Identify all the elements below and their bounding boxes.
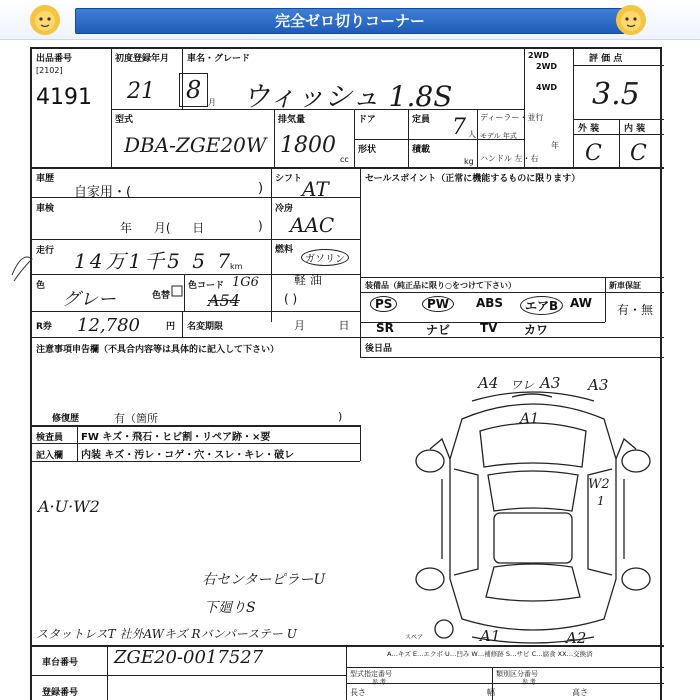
year-unit: 年	[551, 141, 559, 150]
auction-sheet	[30, 47, 662, 700]
mark-a3-right: A3	[588, 376, 609, 394]
mileage-value: 14万1千5 5 7	[74, 249, 234, 273]
height-label: 高さ	[572, 688, 588, 697]
new-car-warranty-label: 新車保証	[609, 281, 641, 290]
lot-number-label: 出品番号	[36, 54, 73, 64]
chassis-label: 車台番号	[42, 658, 79, 668]
equipment-item: PS	[370, 296, 397, 312]
car-name-label: 車名・グレード	[187, 54, 251, 64]
repair-label: 修復歴	[52, 414, 80, 424]
drive-4wd: 4WD	[536, 83, 558, 92]
equipment-item: AW	[570, 296, 592, 310]
inspector-label: 検査員	[36, 433, 64, 443]
entry-items: 内装 キズ・汚レ・コゲ・穴・スレ・キレ・破レ	[81, 450, 295, 461]
note-a: A·U·W2	[38, 497, 100, 516]
equipment-item: PW	[422, 296, 454, 312]
displacement-label: 排気量	[278, 115, 306, 125]
page-title: 完全ゼロ切りコーナー	[75, 8, 625, 34]
usage-value: 自家用・(	[74, 185, 132, 200]
margin-scribble-icon	[8, 245, 38, 285]
category-number-label: 類別区分番号	[496, 670, 538, 678]
equipment-row-2	[364, 321, 604, 338]
equipment-row-1	[364, 293, 604, 321]
capacity-label: 定員	[412, 115, 431, 125]
recycle-label: R券	[36, 322, 52, 332]
cc-unit: cc	[340, 155, 349, 164]
fuel-label: 燃料	[275, 245, 294, 255]
registration-label: 登録番号	[42, 688, 79, 698]
first-registration-year: 21	[127, 79, 155, 104]
mark-a2: A2	[566, 629, 587, 647]
ref-label-1: 参 考	[372, 679, 386, 686]
repair-close: )	[338, 410, 343, 423]
ref-label-2: 参 考	[522, 679, 536, 686]
spare-label: スペア	[405, 634, 424, 641]
capacity: 7	[452, 115, 466, 140]
shape-label: 形状	[358, 145, 377, 155]
kg-unit: kg	[464, 157, 474, 166]
shift-label: シフト	[275, 174, 303, 184]
page-banner	[0, 0, 700, 40]
displacement: 1800	[280, 133, 336, 158]
equipment-item: ナビ	[426, 323, 451, 337]
model-label: 型式	[115, 115, 134, 125]
note-c: 下廻りS	[204, 600, 256, 616]
notes-label: 注意事項申告欄（不具合内容等は具体的に記入して下さい）	[36, 345, 280, 355]
lion-mascot-icon	[28, 3, 62, 37]
handle-label: ハンドル 左・右	[480, 154, 539, 163]
door-label: ドア	[358, 115, 376, 125]
inspection-label: 車検	[36, 204, 55, 214]
color-code: 1G6	[232, 275, 259, 290]
mileage-label: 走行	[36, 246, 55, 256]
person-unit: 人	[468, 130, 476, 139]
fuel-diesel: 軽 油	[294, 273, 322, 287]
fuel-gasoline: ガソリン	[301, 249, 349, 266]
inspector-items: FW キズ・飛石・ヒビ割・リペア跡・×要	[81, 432, 271, 443]
color-value: グレー	[62, 289, 116, 310]
color-code-label: 色コード	[188, 281, 225, 291]
lot-number: 4191	[36, 85, 92, 110]
load-label: 積載	[412, 145, 431, 155]
color-change-box-icon	[171, 285, 183, 297]
note-d: スタットレスT 社外AWキズ Rバンパーステー U	[36, 627, 297, 641]
equipment-title: 装備品（純正品に限り○をつけて下さい）	[365, 281, 516, 290]
km-unit: km	[230, 262, 243, 271]
lion-mascot-icon	[614, 3, 648, 37]
mark-w2: W2	[588, 477, 610, 492]
note-b: 右センターピラーU	[202, 572, 326, 588]
new-car-warranty: 有・無	[617, 303, 654, 317]
usage-close: )	[258, 181, 264, 196]
selling-points-label: セールスポイント（正常に機能するものに限ります）	[365, 174, 581, 184]
mark-a1-hood: A1	[520, 411, 540, 427]
grade-label: 評 価 点	[589, 54, 623, 64]
color-code-crossed: A54	[208, 291, 240, 310]
month-unit: 月	[208, 98, 216, 107]
aircon-value: AAC	[290, 213, 335, 237]
color-label: 色	[36, 281, 46, 291]
drive-2wd: 2WD	[528, 51, 550, 60]
equipment-item: エアB	[520, 296, 563, 315]
recycle-amount: 12,780	[77, 315, 140, 336]
fuel-other: ( )	[284, 292, 298, 306]
yen-unit: 円	[166, 322, 176, 332]
exterior-label: 外 装	[578, 124, 600, 134]
car-name: ウィッシュ 1.8S	[242, 80, 453, 113]
name-change-label: 名変期限	[187, 322, 224, 332]
post-item-label: 後日品	[365, 344, 393, 354]
color-change-label: 色替	[152, 291, 171, 301]
mark-a1-rear: A1	[480, 627, 501, 645]
dealer-label: ディーラー・並行	[480, 113, 544, 122]
width-label: 幅	[487, 688, 495, 697]
equipment-item: TV	[480, 321, 498, 335]
inspection-close: )	[258, 219, 263, 233]
exterior-grade: C	[585, 141, 602, 166]
first-registration-month: 8	[179, 73, 208, 107]
shift-value: AT	[302, 177, 329, 201]
equipment-item: カワ	[524, 323, 549, 337]
mark-1: 1	[597, 494, 605, 508]
mark-crack: ワレ	[510, 378, 535, 392]
model-year-label: モデル 年式	[480, 132, 517, 140]
auction-grade: 3.5	[592, 77, 640, 112]
aircon-label: 冷房	[275, 204, 294, 214]
equipment-item: SR	[376, 321, 394, 335]
length-label: 長さ	[350, 688, 366, 697]
inspection-value: 年 月( 日	[120, 221, 205, 235]
drive-2wd-text: 2WD	[536, 62, 558, 71]
usage-label: 車歴	[36, 174, 55, 184]
name-change-value: 月 日	[294, 319, 350, 332]
model-code: DBA-ZGE20W	[124, 133, 267, 157]
equipment-item: ABS	[476, 296, 504, 310]
first-registration-label: 初度登録年月	[115, 54, 170, 64]
chassis-number: ZGE20-0017527	[114, 647, 264, 668]
interior-label: 内 装	[624, 124, 646, 134]
type-designation-label: 型式指定番号	[350, 670, 392, 678]
interior-grade: C	[630, 141, 647, 166]
damage-legend: A…キズ E…エクボ U…凹み W…補修跡 S…サビ C…腐食 XX…交換済	[387, 650, 593, 658]
repair-value: 有（箇所	[114, 412, 158, 425]
mark-a4: A4	[478, 374, 499, 392]
entry-label: 記入欄	[36, 451, 64, 461]
lot-code: [2102]	[36, 66, 63, 75]
mark-a3-front: A3	[540, 374, 561, 392]
